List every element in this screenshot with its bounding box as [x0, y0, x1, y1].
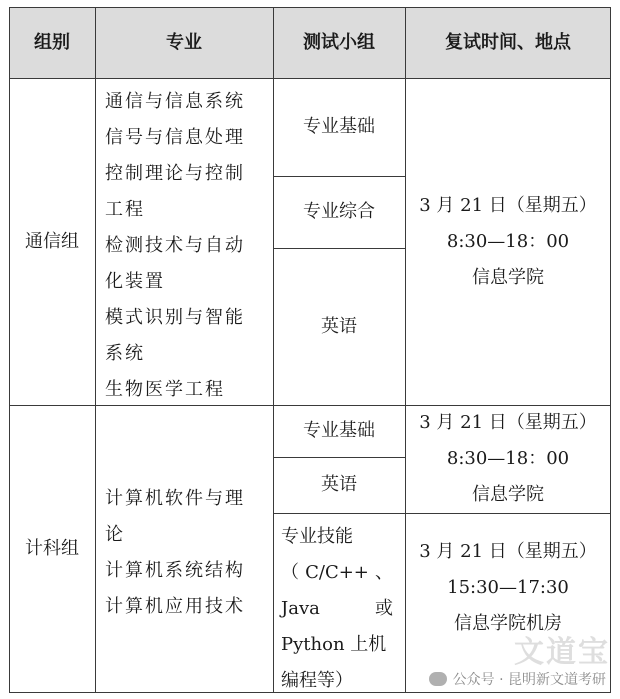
header-time-place: 复试时间、地点 [445, 31, 571, 53]
major-item: 生物医学工程 [105, 379, 225, 400]
test-group-item: 英语 [321, 474, 357, 495]
major-item: 计算机软件与理 [105, 488, 245, 509]
major-item: 计算机系统结构 [105, 560, 245, 581]
header-group: 组别 [34, 31, 70, 53]
schedule-table [9, 7, 611, 693]
schedule-time: 8:30—18：00 [446, 448, 570, 469]
skill-test-cell [281, 519, 393, 699]
major-item: 论 [105, 524, 125, 545]
major-item: 控制理论与控制 [105, 163, 245, 184]
header-test-group: 测试小组 [303, 31, 375, 53]
schedule-date: 3 月 21 日（星期五） [419, 541, 597, 562]
major-item: 检测技术与自动 [105, 235, 245, 256]
major-item: 计算机应用技术 [105, 596, 245, 617]
schedule-place: 信息学院 [472, 266, 544, 288]
skill-line: 编程等） [281, 670, 353, 691]
test-group-item: 专业基础 [303, 116, 375, 137]
schedule-place: 信息学院机房 [454, 613, 562, 634]
test-group-item: 专业综合 [303, 201, 375, 222]
test-group-item: 专业基础 [303, 420, 375, 441]
schedule-time: 15:30—17:30 [447, 577, 569, 598]
major-item: 化装置 [105, 271, 165, 292]
major-item: 系统 [105, 343, 145, 364]
schedule-cell [405, 78, 611, 405]
schedule-date: 3 月 21 日（星期五） [419, 412, 597, 433]
wechat-icon [429, 672, 447, 686]
watermark [429, 669, 606, 689]
major-item: 信号与信息处理 [105, 127, 245, 148]
schedule-place: 信息学院 [472, 484, 544, 505]
schedule-time: 8:30—18：00 [446, 230, 570, 252]
major-list [105, 84, 245, 408]
major-item: 通信与信息系统 [105, 91, 245, 112]
group-name: 通信组 [25, 230, 79, 252]
skill-line: Python 上机 [281, 634, 387, 655]
group-name: 计科组 [25, 537, 79, 559]
major-item: 模式识别与智能 [105, 307, 245, 328]
major-list [105, 481, 245, 625]
test-group-item: 英语 [321, 315, 357, 337]
skill-line: 专业技能 [281, 526, 353, 547]
major-item: 工程 [105, 199, 145, 220]
skill-line: Java 或 [281, 598, 393, 619]
schedule-cell [405, 405, 611, 513]
skill-line: （ C/C++ 、 [281, 562, 393, 583]
schedule-date: 3 月 21 日（星期五） [419, 194, 597, 216]
watermark-text: 公众号 · 昆明新文道考研 [452, 672, 606, 688]
col-divider [95, 7, 96, 693]
watermark-logo: 文道宝 [514, 635, 610, 670]
header-major: 专业 [166, 31, 202, 53]
